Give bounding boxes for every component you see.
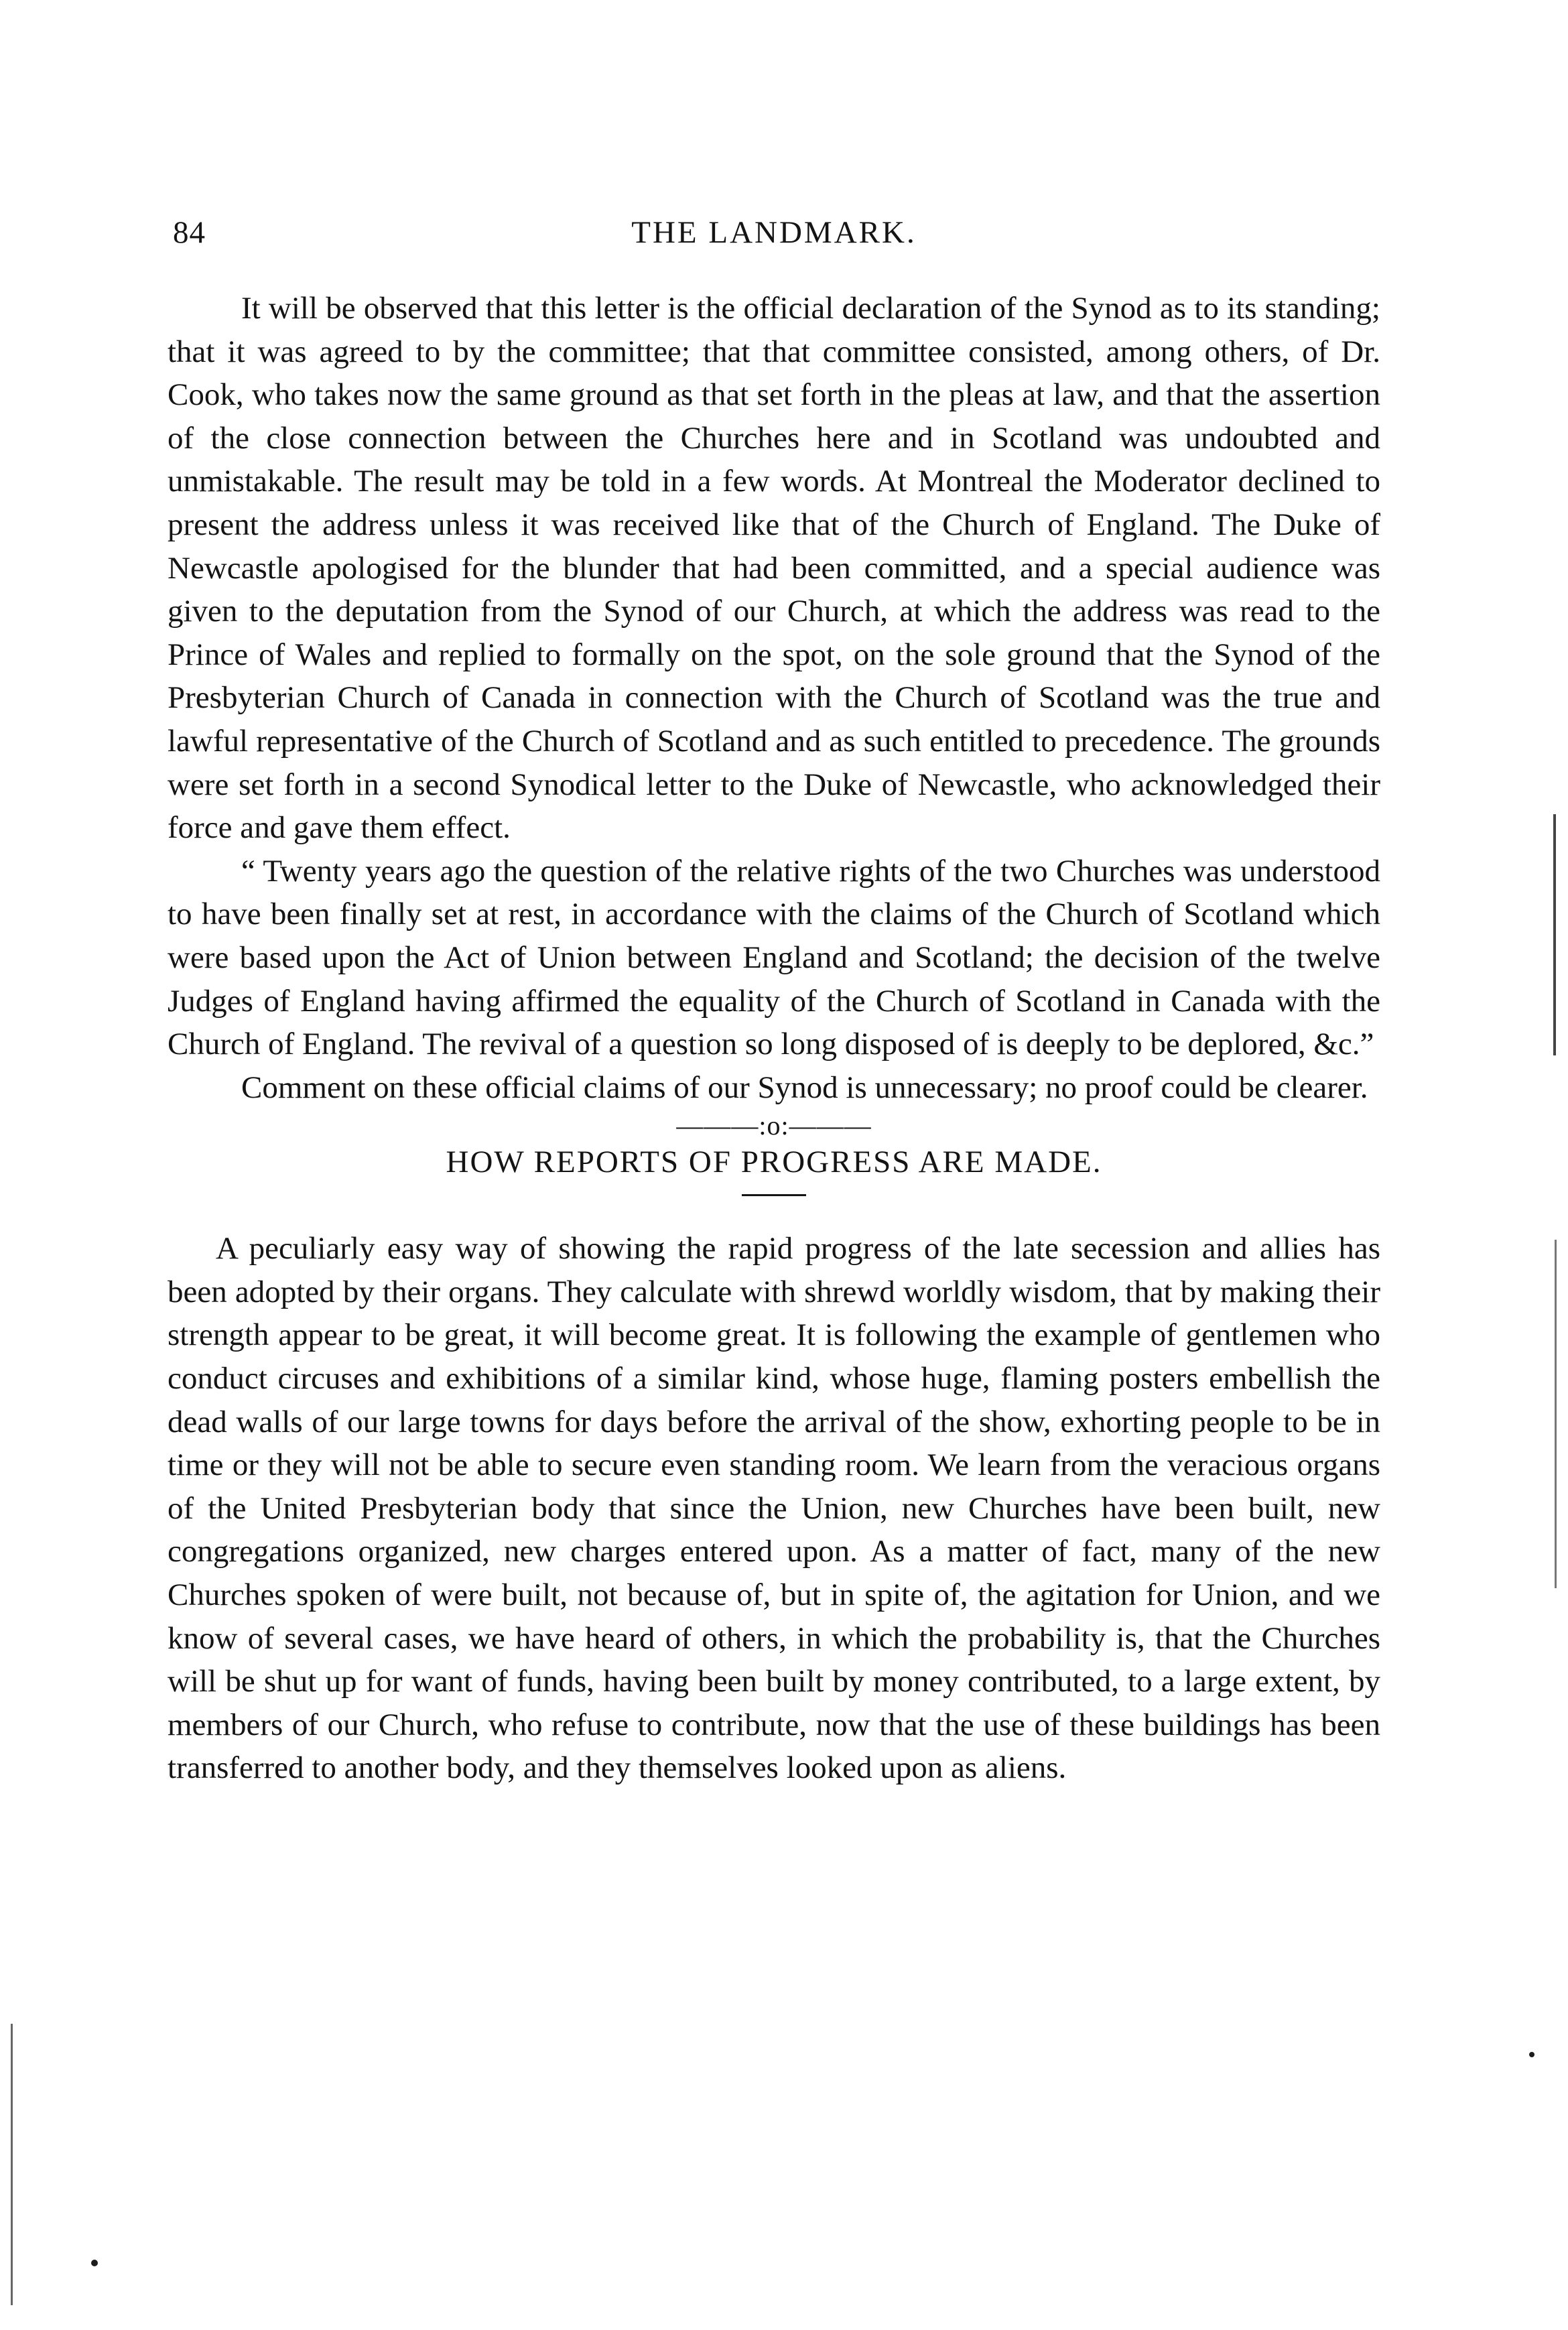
scan-artifact-dot (91, 2260, 98, 2266)
article-paragraph-2: “ Twenty years ago the question of the relative rights of the two Churches was understood to have been finally set at rest, in accordance with the claims of the Church of Scotland which were based upon the Act of Union between England and Scotland; the decision of the twelve Judges of England having affirmed the equality of the Church of Scotland in Canada with the Church of England. The revival of a question so long disposed of is deeply to be deplored, &c.” (168, 853, 1380, 1062)
article-paragraph-3: Comment on these official claims of our Synod is unnecessary; no proof could be clearer. (241, 1070, 1368, 1105)
section-divider: ———:o:——— (676, 1110, 872, 1141)
page-header (168, 214, 1380, 261)
scan-artifact-right-edge-lower (1555, 1240, 1557, 1588)
scan-artifact-left-edge (11, 2024, 13, 2305)
article-paragraph-1: It will be observed that this letter is the official declaration of the Synod as to its standing; that it was agreed to by the committee; that that committee consisted, among others, of Dr. Cook, who takes now the same ground as that set forth in the pleas at law, and that the assertion of the close connection between the Churches here and in Scotland was undoubted and unmistakable. The result may be told in a few words. At Montreal the Moderator declined to present the address unless it was received like that of the Church of England. The Duke of Newcastle apologised for the blunder that had been committed, and a special audience was given to the deputation from the Synod of our Church, at which the address was read to the Prince of Wales and replied to formally on the spot, on the sole ground that the Synod of the Presbyterian Church of Canada in connection with the Church of Scotland was the true and lawful representative of the Church of Scotland and as such entitled to precedence. The grounds were set forth in a second Synodical letter to the Duke of Newcastle, who acknowledged their force and gave them effect. (168, 291, 1380, 846)
title-underline (742, 1194, 806, 1196)
section-title: HOW REPORTS OF PROGRESS ARE MADE. (446, 1145, 1102, 1180)
scan-artifact-right-edge (1553, 814, 1556, 1055)
section-paragraph: A peculiarly easy way of showing the rapid progress of the late secession and allies has been adopted by their organs. They calculate with shrewd worldly wisdom, that by making their strength appear to be great, it will become great. It is following the example of gentlemen who conduct circuses and exhibitions of a similar kind, whose huge, flaming posters embellish the dead walls of our large towns for days before the arrival of the show, exhorting people to be in time or they will not be able to secure even standing room. We learn from the veracious organs of the United Presbyterian body that since the Union, new Churches have been built, new congregations organized, new charges entered upon. As a matter of fact, many of the new Churches spoken of were built, not because of, but in spite of, the agitation for Union, and we know of several cases, we have heard of others, in which the probability is, that the Churches will be shut up for want of funds, having been built by money contributed, to a large extent, by members of our Church, who refuse to contribute, now that the use of these buildings has been transferred to another body, and they themselves looked upon as aliens. (168, 1231, 1380, 1786)
page-body (168, 287, 1380, 1790)
running-title: THE LANDMARK. (631, 215, 917, 250)
page-number: 84 (173, 215, 206, 250)
scan-artifact-dot (1529, 2052, 1534, 2057)
